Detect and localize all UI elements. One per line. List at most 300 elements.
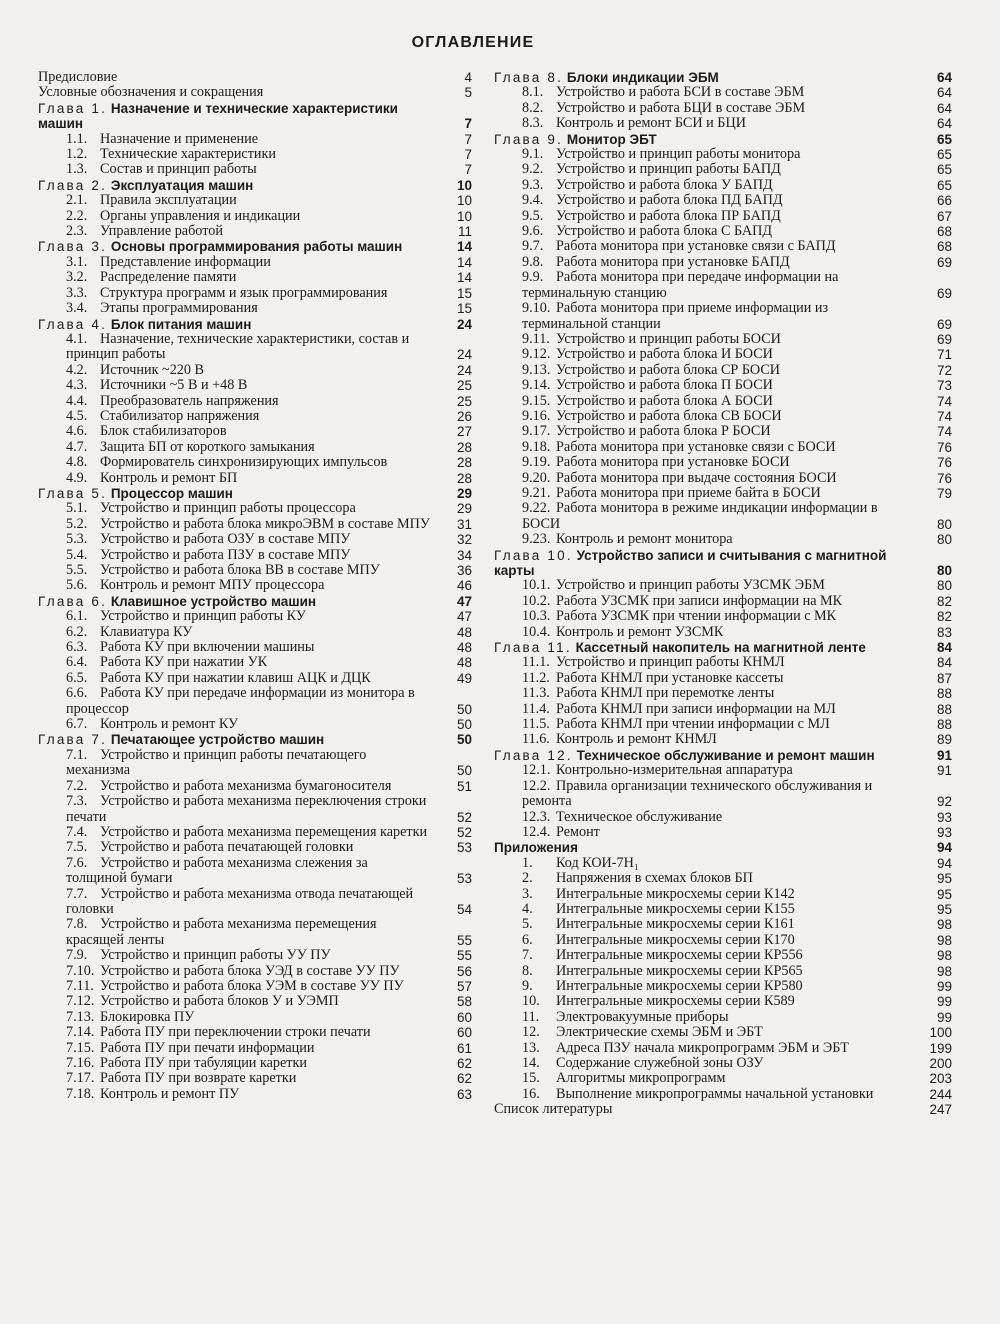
- toc-page-number: 76: [936, 455, 952, 471]
- toc-entry: [494, 717, 952, 732]
- toc-page-number: 62: [456, 1071, 472, 1087]
- toc-entry-number: 7.2.: [66, 778, 88, 794]
- toc-entry-title: Электровакуумные приборы: [556, 1009, 729, 1025]
- page-title: ОГЛАВЛЕНИЕ: [411, 34, 535, 51]
- toc-page-number: 93: [936, 824, 952, 840]
- toc-entry-number: 12.3.: [522, 809, 551, 825]
- toc-entry: [38, 424, 472, 439]
- toc-page-number: 46: [456, 578, 472, 594]
- toc-page-number: 94: [936, 855, 952, 871]
- toc-page-number: 48: [456, 655, 472, 671]
- toc-entry: [494, 332, 952, 347]
- toc-page-number: 14: [456, 270, 472, 286]
- toc-entry-number: 9.9.: [522, 270, 544, 286]
- toc-entry: [38, 455, 472, 470]
- toc-entry: [494, 101, 952, 116]
- toc-entry-title: Распределение памяти: [100, 270, 237, 286]
- toc-entry-number: 7.4.: [66, 824, 88, 840]
- toc-page-number: 36: [456, 563, 472, 578]
- toc-entry: [494, 594, 952, 609]
- toc-page-number: 4: [464, 70, 472, 85]
- toc-entry: [38, 255, 472, 270]
- toc-page-number: 83: [936, 624, 952, 640]
- toc-entry: [494, 471, 952, 486]
- toc-page-number: 47: [456, 593, 472, 609]
- toc-entry-number: 6.2.: [66, 624, 88, 640]
- toc-entry-title: Устройство записи и считывания с магнитной карты: [494, 547, 887, 578]
- toc-entry: [494, 994, 952, 1009]
- toc-entry: [494, 363, 952, 378]
- toc-entry: [38, 147, 472, 162]
- toc-entry-title: Устройство и работа механизма перемещения каретки: [100, 824, 428, 840]
- toc-entry: [38, 1071, 472, 1086]
- toc-entry: [494, 162, 952, 177]
- toc-page-number: 29: [456, 485, 472, 501]
- toc-entry-title: Работа ПУ при возврате каретки: [100, 1071, 297, 1087]
- toc-entry: [494, 902, 952, 917]
- toc-entry-title: Представление информации: [100, 254, 271, 270]
- toc-entry: [38, 363, 472, 378]
- toc-entry: [494, 732, 952, 747]
- toc-entry-title: Устройство и работа блока ПР БАПД: [556, 208, 781, 224]
- toc-entry-number: 10.3.: [522, 609, 551, 625]
- toc-entry-title: Устройство и работа блока У БАПД: [556, 177, 773, 193]
- toc-entry: [38, 825, 472, 840]
- toc-entry: [494, 378, 952, 393]
- toc-entry-number: 4.7.: [66, 439, 88, 455]
- toc-entry-title: Работа монитора при передаче информации на терминальную станцию: [522, 270, 839, 301]
- toc-entry-title: Устройство и работа механизма перемещения красящей ленты: [66, 917, 377, 948]
- toc-entry-title: Назначение и применение: [100, 131, 258, 147]
- toc-page-number: 199: [929, 1040, 952, 1056]
- toc-page-number: 89: [936, 732, 952, 748]
- toc-entry-number: 4.6.: [66, 424, 88, 440]
- toc-entry: [38, 85, 472, 100]
- toc-page-number: 24: [456, 362, 472, 378]
- toc-entry: [494, 1041, 952, 1056]
- toc-entry-number: 6.7.: [66, 717, 88, 733]
- toc-entry-title: Стабилизатор напряжения: [100, 408, 260, 424]
- toc-page-number: 69: [936, 254, 952, 270]
- toc-entry: [494, 671, 952, 686]
- toc-entry-number: 8.2.: [522, 100, 544, 116]
- toc-chapter-number: Глава 2.: [38, 177, 108, 193]
- toc-page-number: 7: [464, 131, 472, 147]
- toc-entry-number: 9.18.: [522, 439, 551, 455]
- toc-entry-title: Контроль и ремонт КУ: [100, 717, 239, 733]
- toc-chapter: [38, 594, 472, 609]
- toc-entry-title: Техническое обслуживание: [556, 809, 723, 825]
- toc-entry: [494, 255, 952, 270]
- toc-entry-title: Работа КУ при нажатии УК: [100, 655, 268, 671]
- toc-entry-number: 9.14.: [522, 378, 551, 394]
- toc-entry-number: 3.3.: [66, 285, 88, 301]
- toc-page-number: 98: [936, 932, 952, 948]
- toc-entry: [38, 717, 472, 732]
- toc-entry-number: 9.22.: [522, 501, 551, 517]
- toc-entry-number: 4.8.: [66, 455, 88, 471]
- toc-entry: [38, 286, 472, 301]
- toc-entry-title: Техническое обслуживание и ремонт машин: [576, 747, 875, 763]
- toc-entry-title: Устройство и работа механизма бумагоносителя: [100, 778, 392, 794]
- toc-page-number: 61: [456, 1040, 472, 1056]
- toc-page-number: 63: [456, 1086, 472, 1102]
- toc-entry-number: 3.: [522, 886, 533, 902]
- toc-entry-title: Содержание служебной зоны ОЗУ: [556, 1056, 764, 1071]
- toc-page-number: 24: [456, 347, 472, 363]
- toc-entry-title: Приложения: [494, 840, 578, 856]
- toc-page-number: 7: [464, 147, 472, 163]
- toc-entry: [38, 979, 472, 994]
- toc-entry-number: 1.: [522, 855, 533, 871]
- toc-entry: [38, 548, 472, 563]
- toc-entry-title: Управление работой: [100, 224, 223, 240]
- toc-page-number: 24: [456, 316, 472, 332]
- toc-page-number: 50: [456, 717, 472, 733]
- toc-entry-title: Блок стабилизаторов: [100, 424, 227, 440]
- toc-page-number: 28: [456, 439, 472, 455]
- toc-page-number: 7: [464, 116, 472, 132]
- toc-page-number: 65: [936, 162, 952, 178]
- toc-entry-title: Устройство и принцип работы УУ ПУ: [100, 948, 331, 964]
- toc-page-number: 58: [456, 994, 472, 1010]
- toc-page-number: 15: [456, 301, 472, 317]
- toc-page-number: 66: [936, 193, 952, 209]
- toc-entry-number: 9.11.: [522, 331, 550, 347]
- toc-entry: [38, 917, 472, 948]
- toc-page-number: 93: [936, 809, 952, 825]
- toc-page-number: 72: [936, 362, 952, 378]
- toc-entry-title: Устройство и работа блока Р БОСИ: [556, 424, 771, 440]
- toc-page-number: 5: [464, 85, 472, 101]
- toc-entry: [494, 702, 952, 717]
- toc-entry-title: Устройство и работа ПЗУ в составе МПУ: [100, 547, 351, 563]
- toc-page-number: 7: [464, 162, 472, 178]
- toc-page-number: 98: [936, 917, 952, 933]
- toc-entry-title: Интегральные микросхемы серии К170: [556, 932, 795, 948]
- toc-entry-title: Работа монитора в режиме индикации информации в БОСИ: [522, 501, 878, 532]
- toc-entry-number: 9.5.: [522, 208, 544, 224]
- toc-entry-number: 5.5.: [66, 563, 88, 578]
- toc-entry-title: Электрические схемы ЭБМ и ЭБТ: [556, 1025, 763, 1041]
- toc-entry: [494, 486, 952, 501]
- toc-page-number: 79: [936, 485, 952, 501]
- toc-entry-number: 9.16.: [522, 408, 551, 424]
- toc-entry-number: 3.4.: [66, 301, 88, 317]
- toc-entry-number: 4.2.: [66, 362, 88, 378]
- toc-entry: [38, 748, 472, 779]
- toc-entry-number: 11.6.: [522, 732, 550, 748]
- toc-entry-title: Устройство и работа БЦИ в составе ЭБМ: [556, 100, 806, 116]
- toc-entry-number: 9.13.: [522, 362, 551, 378]
- toc-entry: [38, 686, 472, 717]
- toc-page-number: 100: [929, 1025, 952, 1041]
- toc-page-number: 88: [936, 717, 952, 733]
- toc-entry-title: Контроль и ремонт УЗСМК: [556, 624, 724, 640]
- toc-entry-number: 9.7.: [522, 239, 544, 255]
- toc-page-number: 76: [936, 439, 952, 455]
- toc-entry-title: Устройство и принцип работы печатающего механизма: [66, 747, 367, 779]
- toc-page-number: 64: [936, 85, 952, 101]
- toc-page-number: 69: [936, 285, 952, 301]
- toc-entry-title: Устройство и работа блока И БОСИ: [556, 347, 773, 363]
- toc-page-number: 51: [456, 778, 472, 794]
- toc-page-number: 50: [456, 701, 472, 717]
- toc-entry-title: Клавишное устройство машин: [110, 593, 317, 609]
- toc-entry-number: 6.1.: [66, 609, 88, 625]
- toc-chapter: [494, 132, 952, 147]
- toc-entry-title: Устройство и работа блока СР БОСИ: [556, 362, 781, 378]
- toc-page-number: 10: [456, 193, 472, 209]
- toc-page-number: 98: [936, 963, 952, 979]
- toc-entry: [38, 887, 472, 918]
- toc-entry-number: 4.5.: [66, 408, 88, 424]
- toc-entry: [38, 501, 472, 516]
- toc-entry-title: Основы программирования работы машин: [110, 239, 403, 255]
- toc-entry-title: Контроль и ремонт ПУ: [100, 1086, 240, 1102]
- toc-entry: [38, 132, 472, 147]
- toc-entry-title: Работа монитора при установке связи с БАПД: [556, 239, 836, 255]
- toc-entry-title: Устройство и принцип работы БОСИ: [556, 331, 781, 347]
- toc-entry: [38, 994, 472, 1009]
- toc-entry: [38, 193, 472, 208]
- toc-page-number: 47: [456, 609, 472, 625]
- toc-entry: [494, 625, 952, 640]
- toc-entry: [494, 301, 952, 332]
- toc-chapter: [38, 732, 472, 747]
- toc-entry-number: 7.5.: [66, 840, 88, 856]
- toc-entry-title: Устройство и работа ОЗУ в составе МПУ: [100, 532, 351, 548]
- toc-entry-title: Устройство и работа блока ВВ в составе МПУ: [100, 563, 380, 578]
- toc-entry: [494, 239, 952, 254]
- toc-chapter: [38, 239, 472, 254]
- toc-entry-title: Этапы программирования: [100, 301, 258, 317]
- toc-entry-title: Работа УЗСМК при записи информации на МК: [556, 593, 843, 609]
- toc-entry-number: 2.3.: [66, 224, 88, 240]
- toc-entry: [38, 394, 472, 409]
- toc-entry-title: Устройство и работа печатающей головки: [100, 840, 354, 856]
- toc-page-number: 48: [456, 624, 472, 640]
- toc-entry-number: 12.1.: [522, 763, 551, 779]
- toc-entry-title: Устройство и работа блока микроЭВМ в составе МПУ: [100, 516, 430, 532]
- toc-page-number: 91: [936, 763, 952, 779]
- toc-page-number: 80: [936, 532, 952, 548]
- toc-chapter: [38, 486, 472, 501]
- toc-page-number: 55: [456, 948, 472, 964]
- toc-entry: [494, 964, 952, 979]
- toc-page-number: 82: [936, 593, 952, 609]
- toc-page-number: 64: [936, 116, 952, 132]
- toc-page-number: 65: [936, 131, 952, 147]
- toc-entry-title: Условные обозначения и сокращения: [38, 85, 264, 101]
- toc-entry: [494, 578, 952, 593]
- toc-entry-number: 8.3.: [522, 116, 544, 132]
- toc-entry-title: Работа УЗСМК при чтении информации с МК: [556, 609, 837, 625]
- toc-entry-title: Интегральные микросхемы серии КР580: [556, 978, 803, 994]
- toc-chapter-number: Глава 5.: [38, 485, 108, 501]
- toc-entry-title: Контроль и ремонт БСИ и БЦИ: [556, 116, 746, 132]
- toc-entry-number: 9.10.: [522, 301, 551, 317]
- toc-entry: [494, 1087, 952, 1102]
- toc-entry-number: 7.11.: [66, 978, 94, 994]
- toc-page-number: 99: [936, 1009, 952, 1025]
- toc-page-number: 69: [936, 331, 952, 347]
- toc-page-number: 80: [936, 516, 952, 532]
- toc-entry-title: Интегральные микросхемы серии КР556: [556, 948, 803, 964]
- toc-entry: [494, 933, 952, 948]
- toc-chapter: [494, 548, 952, 579]
- toc-entry: [38, 1056, 472, 1071]
- toc-page-number: 26: [456, 408, 472, 424]
- toc-entry-number: 7.12.: [66, 994, 95, 1010]
- toc-page-number: 60: [456, 1009, 472, 1025]
- toc-chapter: [494, 748, 952, 763]
- toc-chapter: [38, 317, 472, 332]
- toc-entry-number: 6.: [522, 932, 533, 948]
- toc-entry: [38, 655, 472, 670]
- toc-entry: [38, 948, 472, 963]
- toc-page-number: 92: [936, 794, 952, 810]
- toc-entry: [494, 409, 952, 424]
- toc-entry-title: Устройство и работа блока С БАПД: [556, 224, 773, 240]
- toc-entry: [38, 1087, 472, 1102]
- toc-entry: [494, 856, 952, 871]
- toc-page-number: 56: [456, 963, 472, 979]
- toc-page-number: 244: [929, 1086, 952, 1102]
- toc-page-number: 64: [936, 100, 952, 116]
- toc-page-number: 94: [936, 840, 952, 856]
- toc-entry: [494, 178, 952, 193]
- toc-entry-number: 9.17.: [522, 424, 551, 440]
- toc-page-number: 65: [936, 147, 952, 163]
- toc-page-number: 48: [456, 640, 472, 656]
- toc-entry-number: 12.4.: [522, 824, 551, 840]
- toc-entry-title: Работа КУ при передаче информации из монитора в процессор: [66, 686, 415, 717]
- toc-entry-number: 1.2.: [66, 147, 88, 163]
- toc-entry-title: Ремонт: [556, 824, 600, 840]
- toc-entry-title: Источники ~5 В и +48 В: [100, 378, 248, 394]
- toc-entry-title: Защита БП от короткого замыкания: [100, 439, 315, 455]
- toc-page-number: 31: [456, 516, 472, 532]
- toc-entry-number: 6.6.: [66, 686, 88, 702]
- toc-entry: [494, 887, 952, 902]
- toc-entry-number: 10.: [522, 994, 540, 1010]
- toc-entry-number: 6.4.: [66, 655, 88, 671]
- toc-entry-title: Работа КУ при нажатии клавиш АЦК и ДЦК: [100, 670, 371, 686]
- toc-entry-title: Список литературы: [494, 1102, 613, 1118]
- toc-page-number: 68: [936, 224, 952, 240]
- toc-entry-title: Работа монитора при приеме информации из терминальной станции: [522, 301, 829, 332]
- toc-entry-number: 7.9.: [66, 948, 88, 964]
- toc-entry: [38, 840, 472, 855]
- toc-entry-number: 7.: [522, 948, 533, 964]
- toc-chapter-number: Глава 11.: [494, 640, 572, 656]
- toc-page-number: 62: [456, 1056, 472, 1071]
- toc-chapter-number: Глава 9.: [494, 131, 564, 147]
- toc-entry: [38, 70, 472, 85]
- toc-chapter-number: Глава 6.: [38, 593, 108, 609]
- toc-entry-title: Монитор ЭБТ: [566, 131, 657, 147]
- toc-page-number: 25: [456, 393, 472, 409]
- toc-page-number: 65: [936, 177, 952, 193]
- toc-entry-title: Работа ПУ при печати информации: [100, 1040, 315, 1056]
- toc-entry-number: 7.16.: [66, 1056, 95, 1071]
- toc-page-number: 73: [936, 378, 952, 394]
- toc-entry: [38, 1041, 472, 1056]
- toc-entry-number: 5.4.: [66, 547, 88, 563]
- toc-entry-title: Интегральные микросхемы серии К142: [556, 886, 795, 902]
- toc-entry: [38, 517, 472, 532]
- toc-entry-number: 12.: [522, 1025, 540, 1041]
- toc-entry: [494, 193, 952, 208]
- toc-page-number: 95: [936, 871, 952, 887]
- toc-entry-title: Устройство и работа блока ПД БАПД: [556, 193, 783, 209]
- toc-page-number: 88: [936, 686, 952, 702]
- toc-entry-title: Назначение, технические характеристики, состав и принцип работы: [66, 331, 410, 363]
- toc-entry: [494, 501, 952, 532]
- toc-entry-number: 5.1.: [66, 501, 88, 517]
- toc-entry-number: 1.3.: [66, 162, 88, 178]
- toc-entry-number: 16.: [522, 1086, 540, 1102]
- toc-entry-title: Кассетный накопитель на магнитной ленте: [575, 640, 866, 656]
- toc-entry-number: 7.8.: [66, 917, 88, 933]
- toc-page-number: 71: [936, 347, 952, 363]
- toc-entry-number: 10.1.: [522, 578, 551, 594]
- toc-entry-title: Устройство и работа блока УЭД в составе УУ ПУ: [100, 963, 400, 979]
- toc-entry-number: 4.1.: [66, 331, 88, 347]
- toc-entry: [38, 332, 472, 363]
- toc-entry-number: 11.: [522, 1009, 540, 1025]
- toc-chapter-number: Глава 8.: [494, 70, 564, 85]
- toc-page-number: 84: [936, 640, 952, 656]
- toc-entry-title: Контроль и ремонт МПУ процессора: [100, 578, 325, 594]
- toc-entry-title: Правила организации технического обслуживания и ремонта: [522, 778, 873, 810]
- toc-entry-number: 1.1.: [66, 131, 88, 147]
- toc-entry-number: 9.20.: [522, 470, 551, 486]
- toc-entry-number: 7.3.: [66, 794, 88, 810]
- toc-entry-number: 5.: [522, 917, 533, 933]
- toc-entry: [494, 871, 952, 886]
- toc-entry-title: Органы управления и индикации: [100, 208, 301, 224]
- toc-entry-title: Источник ~220 В: [100, 362, 205, 378]
- toc-page-number: 68: [936, 239, 952, 255]
- toc-entry-title: Блок питания машин: [110, 316, 252, 332]
- toc-page-number: 76: [936, 470, 952, 486]
- toc-entry-title: Работа монитора при выдаче состояния БОСИ: [556, 470, 837, 486]
- toc-entry-number: 4.: [522, 901, 533, 917]
- toc-entry-title: Блокировка ПУ: [100, 1009, 195, 1025]
- toc-entry: [494, 85, 952, 100]
- toc-entry-title: Адреса ПЗУ начала микропрограмм ЭБМ и ЭБТ: [556, 1040, 849, 1056]
- toc-entry-title: Работа монитора при приеме байта в БОСИ: [556, 485, 821, 501]
- toc-entry-number: 13.: [522, 1040, 540, 1056]
- toc-entry-title: Работа ПУ при табуляции каретки: [100, 1056, 307, 1071]
- toc-entry: [494, 116, 952, 131]
- toc-page-number: 50: [456, 763, 472, 779]
- toc-entry-number: 11.2.: [522, 670, 550, 686]
- toc-page-number: 91: [936, 747, 952, 763]
- toc-page-number: 50: [456, 732, 472, 748]
- toc-entry-number: 9.3.: [522, 177, 544, 193]
- toc-page-number: 52: [456, 824, 472, 840]
- toc-entry: [494, 948, 952, 963]
- toc-page-number: 34: [456, 547, 472, 563]
- toc-page-number: 247: [929, 1102, 952, 1118]
- toc-entry: [494, 1071, 952, 1086]
- toc-chapter: [494, 640, 952, 655]
- toc-entry: [494, 979, 952, 994]
- toc-entry-number: 11.3.: [522, 686, 550, 702]
